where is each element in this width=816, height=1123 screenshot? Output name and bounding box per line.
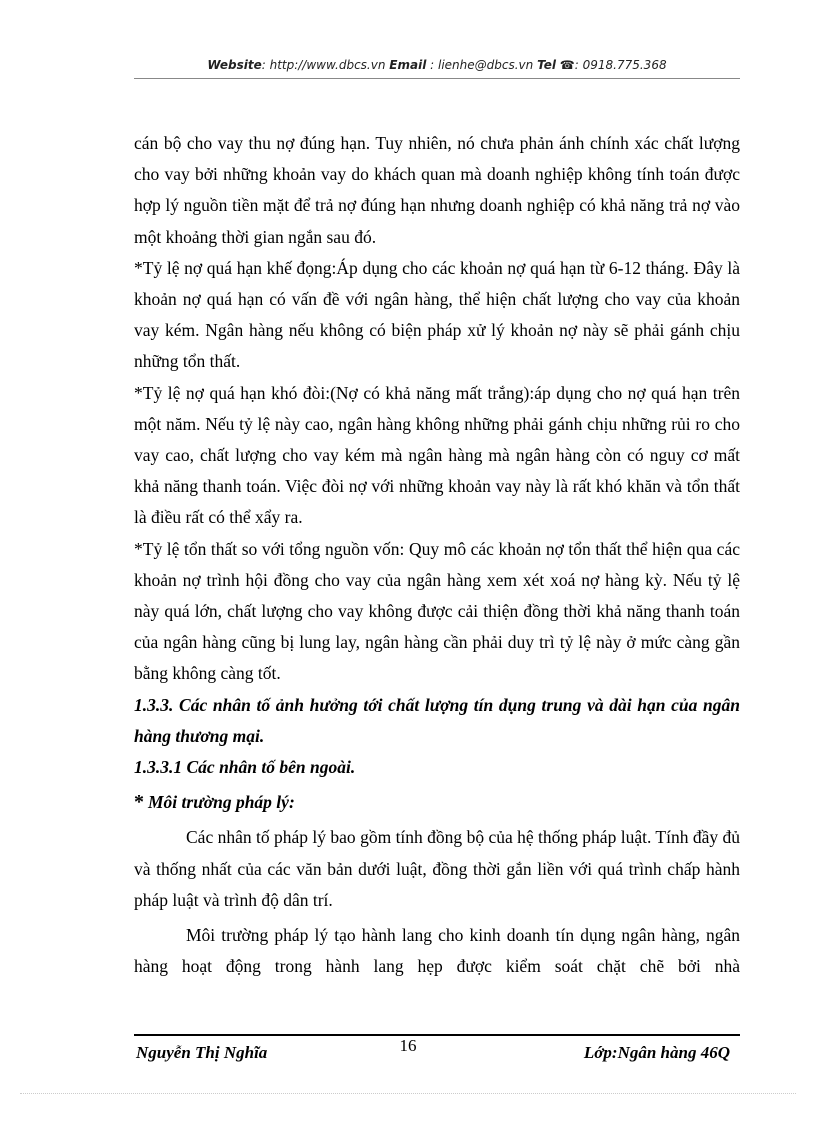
paragraph: Môi trường pháp lý tạo hành lang cho kinh doanh tín dụng ngân hàng, ngân hàng hoạt động trong hành lang hẹp được kiểm soát chặt chẽ bởi nhà xyxy=(134,925,740,977)
email-value: : lienhe@dbcs.vn xyxy=(430,58,534,72)
tel-value: : 0918.775.368 xyxy=(574,58,667,72)
subsection-heading: 1.3.3.1 Các nhân tố bên ngoài. xyxy=(134,757,356,778)
website-value: : http://www.dbcs.vn xyxy=(261,58,386,72)
email-label: Email xyxy=(389,58,427,72)
page-edge xyxy=(20,1093,796,1094)
paragraph: *Tỷ lệ nợ quá hạn khế đọng:Áp dụng cho các khoản nợ quá hạn từ 6-12 tháng. Đây là khoản nợ quá hạn có vấn đề với ngân hàng, thể hiện chất lượng cho vay của khoản vay kém. Ngân hàng nếu không có biện pháp xử lý khoản nợ này sẽ phải gánh chịu những tổn thất. xyxy=(134,257,740,372)
page-body xyxy=(134,128,740,982)
paragraph: cán bộ cho vay thu nợ đúng hạn. Tuy nhiên, nó chưa phản ánh chính xác chất lượng cho vay bởi những khoản vay do khách quan mà doanh nghiệp không tính toán được hợp lý nguồn tiền mặt để trả nợ đúng hạn nhưng doanh nghiệp có khả năng trả nợ vào một khoảng thời gian ngắn sau đó. xyxy=(134,133,740,247)
website-label: Website xyxy=(207,58,262,72)
bullet-star: * xyxy=(134,791,144,814)
section-heading: 1.3.3. Các nhân tố ảnh hưởng tới chất lượng tín dụng trung và dài hạn của ngân hàng thương mại. xyxy=(134,694,740,746)
footer-class: Lớp:Ngân hàng 46Q xyxy=(583,1043,730,1062)
paragraph: *Tỷ lệ nợ quá hạn khó đòi:(Nợ có khả năng mất trắng):áp dụng cho nợ quá hạn trên một năm. Nếu tỷ lệ này cao, ngân hàng không những phải gánh chịu những rủi ro cho vay cao, chất lượng cho vay kém mà ngân hàng mà ngân hàng còn có nguy cơ mất khả năng thanh toán. Việc đòi nợ với những khoản vay này là rất khó khăn và tổn thất là điều rất có thể xẩy ra. xyxy=(134,382,740,528)
paragraph: Các nhân tố pháp lý bao gồm tính đồng bộ của hệ thống pháp luật. Tính đầy đủ và thống nhất của các văn bản dưới luật, đồng thời gắn liền với quá trình chấp hành pháp luật và trình độ dân trí. xyxy=(134,827,740,910)
phone-icon: ☎ xyxy=(559,58,575,72)
subsubsection-heading xyxy=(134,787,740,818)
paragraph: *Tỷ lệ tổn thất so với tổng nguồn vốn: Quy mô các khoản nợ tổn thất thể hiện qua các khoản nợ trình hội đồng cho vay của ngân hàng xem xét xoá nợ hàng kỳ. Nếu tỷ lệ này quá lớn, chất lượng cho vay không được cải thiện đồng thời khả năng thanh toán của ngân hàng cũng bị lung lay, ngân hàng cần phải duy trì tỷ lệ này ở mức càng gần bằng không càng tốt. xyxy=(134,538,740,684)
heading-text: Môi trường pháp lý: xyxy=(148,792,295,813)
footer-author: Nguyễn Thị Nghĩa xyxy=(136,1043,268,1062)
page-number: 16 xyxy=(399,1036,417,1055)
header-divider xyxy=(134,78,740,79)
tel-label: Tel xyxy=(537,58,556,72)
page-header xyxy=(134,58,740,72)
